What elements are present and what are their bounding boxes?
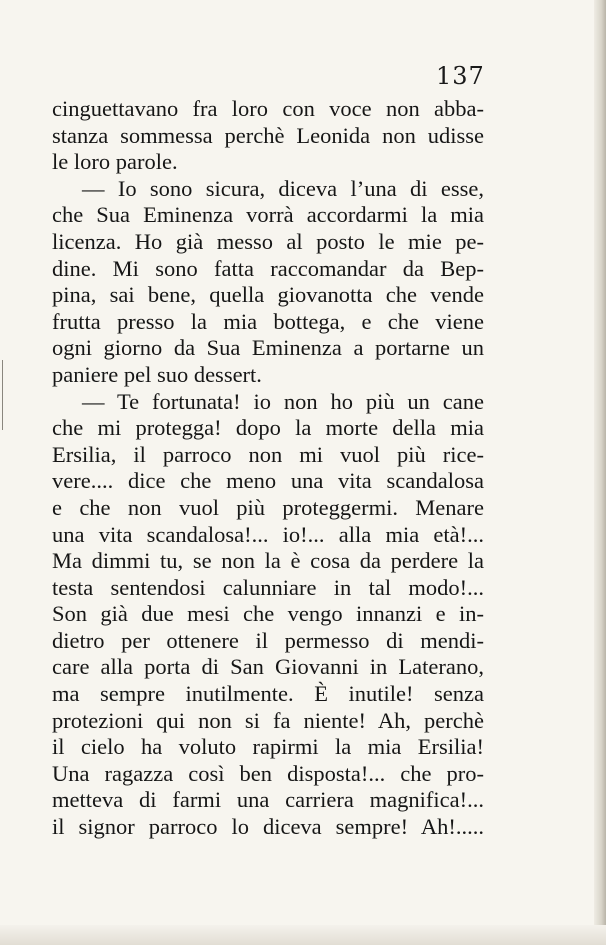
text-line: paniere pel suo dessert. (52, 361, 262, 387)
text-line: ogni giorno da Sua Eminenza a portarne un (52, 335, 484, 361)
text-line: Son già due mesi che vengo innanzi e in- (52, 601, 484, 627)
text-line: — Io sono sicura, diceva l’una di esse, (82, 175, 484, 201)
text-line: e che non vuol più proteggermi. Menare (52, 494, 484, 520)
text-line: stanza sommessa perchè Leonida non udisse (52, 122, 484, 148)
text-line: Ma dimmi tu, se non la è cosa da perdere la (52, 548, 484, 574)
text-line: metteva di farmi una carriera magnifica!... (52, 787, 484, 813)
text-line: che mi protegga! dopo la morte della mia (52, 415, 484, 441)
text-line: il cielo ha voluto rapirmi la mia Ersilia! (52, 734, 484, 760)
text-line: protezioni qui non si fa niente! Ah, perchè (52, 707, 484, 733)
text-line: testa sentendosi calunniare in tal modo!... (52, 574, 484, 600)
text-line: ma sempre inutilmente. È inutile! senza (52, 681, 484, 707)
text-line: pina, sai bene, quella giovanotta che vende (52, 282, 484, 308)
text-line: cinguettavano fra loro con voce non abba- (52, 96, 484, 121)
page-number: 137 (436, 62, 485, 90)
text-line: licenza. Ho già messo al posto le mie pe- (52, 228, 484, 254)
page-edge-right (594, 0, 606, 945)
text-line: Una ragazza così ben disposta!... che pro- (52, 760, 484, 786)
text-line: dietro per ottenere il permesso di mendi- (52, 627, 484, 653)
text-line: una vita scandalosa!... io!... alla mia età!... (52, 521, 484, 547)
text-line: dine. Mi sono fatta raccomandar da Bep- (52, 255, 484, 281)
text-line: che Sua Eminenza vorrà accordarmi la mia (52, 202, 484, 228)
page-edge-bottom (0, 925, 606, 945)
binding-gutter-mark (2, 360, 6, 430)
body-text (52, 96, 484, 841)
text-line: le loro parole. (52, 149, 178, 175)
text-line: Ersilia, il parroco non mi vuol più rice- (52, 441, 484, 467)
text-line: care alla porta di San Giovanni in Laterano, (52, 654, 484, 680)
text-line: frutta presso la mia bottega, e che viene (52, 308, 484, 334)
text-line: — Te fortunata! io non ho più un cane (82, 388, 484, 414)
text-line: il signor parroco lo diceva sempre! Ah!..... (52, 814, 484, 840)
text-line: vere.... dice che meno una vita scandalosa (52, 468, 484, 494)
